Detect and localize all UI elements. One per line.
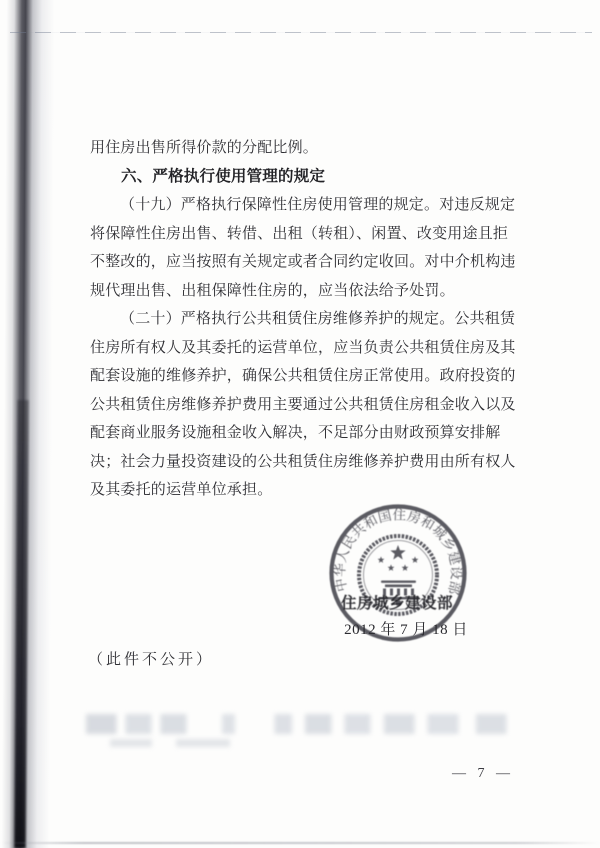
- scan-line-top-artifact: [10, 32, 592, 33]
- seal-ring-text: 中华人民共和国住房和城乡建设部: [332, 507, 464, 597]
- issuer-name-overlay: 住房城乡建设部: [341, 595, 454, 612]
- date-line: 2012 年 7 月 18 日: [344, 622, 468, 638]
- bleed-through-artifact: [86, 714, 524, 734]
- page-number: — 7 —: [452, 766, 514, 781]
- section-heading: 六、严格执行使用管理的规定: [121, 167, 326, 185]
- clause-19-paragraph: （十九）严格执行保障性住房使用管理的规定。对违反规定将保障性住房出售、转借、出租（转租）、闲置、改变用途且拒不整改的，应当按照有关规定或者合同约定收回。对中介机构违规代理出售、出租保障性住房的，应当依法给予处罚。: [90, 197, 516, 299]
- confidential-note: （此件不公开）: [88, 652, 215, 668]
- document-body: [90, 134, 518, 505]
- paragraph-continued: 用住房出售所得价款的分配比例。: [90, 140, 319, 156]
- scan-line-bottom-artifact: [0, 842, 600, 844]
- clause-20-paragraph: （二十）严格执行公共租赁住房维修养护的规定。公共租赁住房所有权人及其委托的运营单位，应当负责公共租赁住房及其配套设施的维修养护，确保公共租赁住房正常使用。政府投资的公共租赁住房维修养护费用主要通过公共租赁住房租金收入以及配套商业服务设施租金收入解决，不足部分由财政预算安排解决；社会力量投资建设的公共租赁住房维修养护费用由所有权人及其委托的运营单位承担。: [90, 311, 516, 498]
- bleed-through-artifact-small: [110, 739, 230, 747]
